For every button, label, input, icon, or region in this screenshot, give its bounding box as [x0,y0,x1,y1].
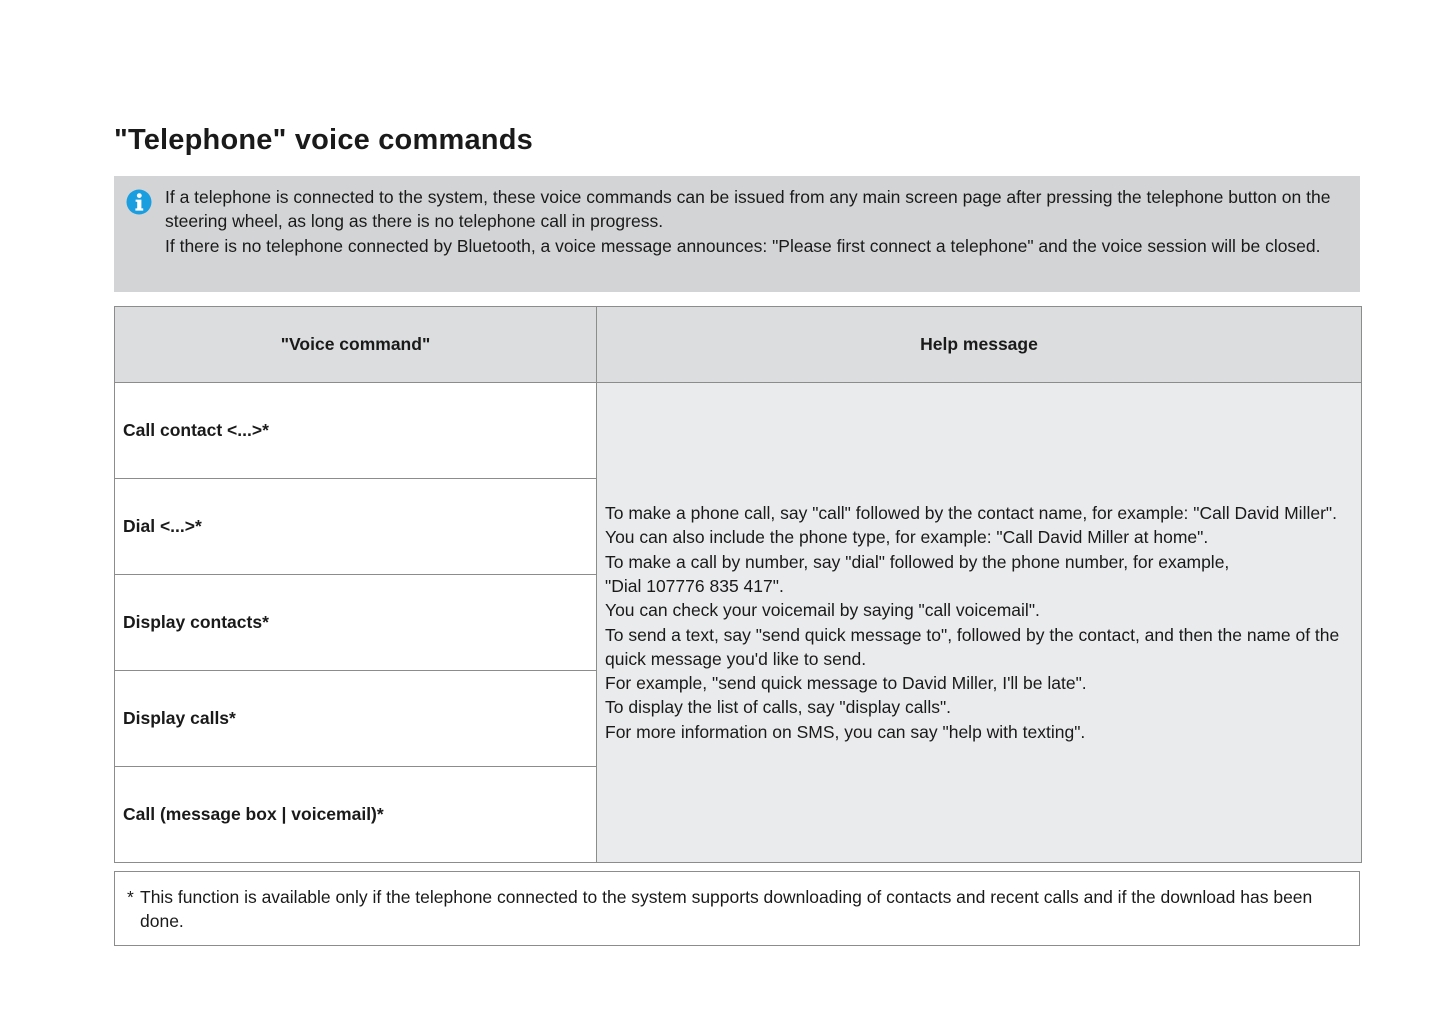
help-line: To display the list of calls, say "display calls". [605,697,952,718]
info-box [114,176,1360,292]
voice-command-cell: Call (message box | voicemail)* [115,767,597,863]
help-message-text [605,501,1341,744]
voice-command-cell: Display calls* [115,671,597,767]
help-line: "Dial 107776 835 417". [605,575,784,596]
voice-commands-table [114,306,1362,863]
help-line: To send a text, say "send quick message to", followed by the contact, and then the name of the quick message you'd like to send. [605,624,1340,669]
footnote-marker: * [127,887,134,907]
help-line: For example, "send quick message to David Miller, I'll be late". [605,673,1087,694]
voice-command-cell: Display contacts* [115,575,597,671]
footnote [114,871,1360,946]
voice-command-cell: Dial <...>* [115,479,597,575]
table-header-row [115,307,1362,383]
info-text [165,185,1342,258]
help-line: For more information on SMS, you can say "help with texting". [605,721,1086,742]
help-line: You can also include the phone type, for example: "Call David Miller at home". [605,527,1209,548]
help-message-header: Help message [597,307,1362,383]
info-paragraph: If a telephone is connected to the system, these voice commands can be issued from any main screen page after pressing the telephone button on the steering wheel, as long as there is no telephone call in progress. [165,187,1331,232]
table-row [115,383,1362,479]
help-message-cell [597,383,1362,863]
info-icon [126,189,152,215]
voice-command-cell: Call contact <...>* [115,383,597,479]
info-paragraph: If there is no telephone connected by Bluetooth, a voice message announces: "Please first connect a telephone" and the voice session will be closed. [165,235,1321,256]
voice-command-header: "Voice command" [115,307,597,383]
help-line: You can check your voicemail by saying "call voicemail". [605,600,1040,621]
footnote-text: This function is available only if the telephone connected to the system supports downloading of contacts and recent calls and if the download has been done. [140,887,1313,932]
help-line: To make a call by number, say "dial" followed by the phone number, for example, [605,551,1230,572]
page-title: "Telephone" voice commands [114,124,533,156]
help-line: To make a phone call, say "call" followed by the contact name, for example: "Call David Miller". [605,503,1337,524]
